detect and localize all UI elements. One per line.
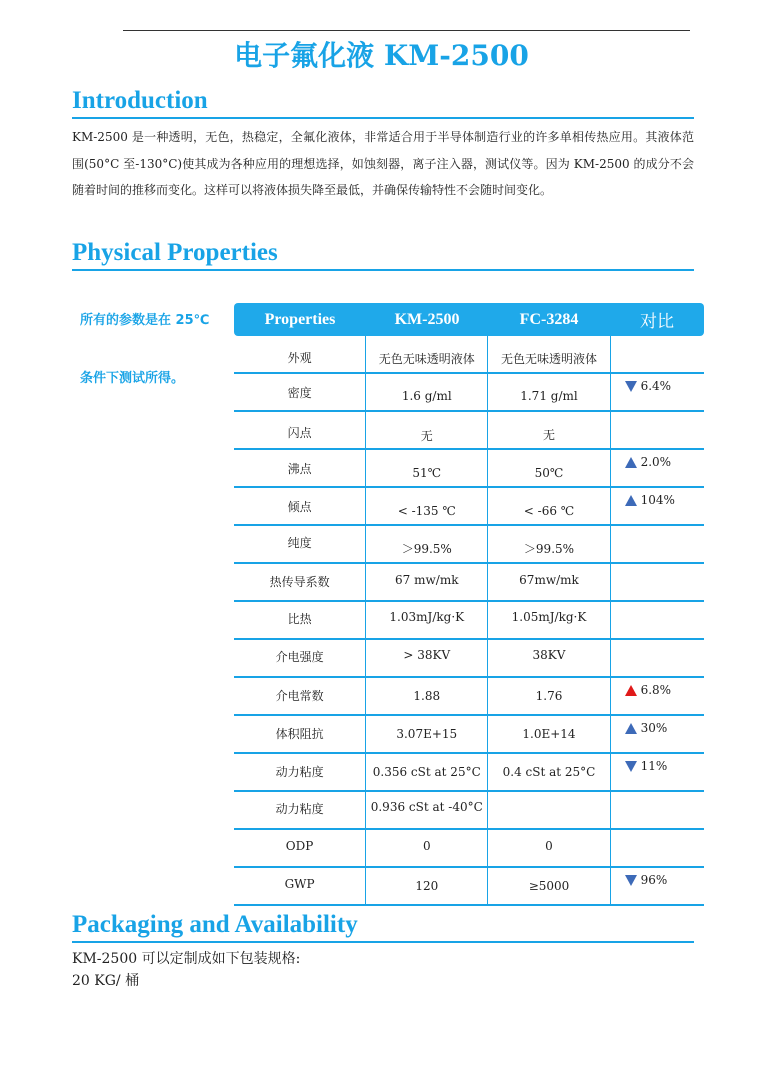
fc3284-value-text: 0.4 cSt at 25°C: [502, 765, 596, 779]
km2500-value-text: < -135 ℃: [397, 504, 456, 518]
comparison-cell: [610, 602, 704, 638]
fc3284-value-text: 50℃: [534, 466, 564, 480]
fc3284-value: [487, 640, 609, 676]
property-cell: [234, 564, 365, 600]
fc3284-value: [487, 450, 609, 486]
header-properties: Properties: [264, 310, 336, 328]
triangle-up-icon: [625, 723, 637, 734]
km2500-value: [365, 564, 487, 600]
property-cell-text: 纯度: [287, 536, 312, 550]
comparison-cell: [610, 678, 704, 714]
fc3284-value: [487, 716, 609, 752]
km2500-value: [365, 488, 487, 524]
table-row: [234, 868, 704, 906]
comparison-value: [625, 873, 668, 887]
km2500-value-text: 0.936 cSt at -40°C: [370, 800, 483, 814]
comparison-percent: 104%: [640, 493, 675, 507]
km2500-value: [365, 792, 487, 828]
fc3284-value: [487, 564, 609, 600]
comparison-cell: [610, 336, 704, 372]
table-row: [234, 754, 704, 792]
triangle-down-icon: [625, 761, 637, 772]
km2500-value: [365, 640, 487, 676]
comparison-cell: [610, 754, 704, 790]
comparison-value: [625, 759, 668, 773]
property-cell-text: 密度: [287, 386, 312, 400]
triangle-up-red-icon: [625, 685, 637, 696]
property-cell-text: 闪点: [287, 426, 312, 440]
km2500-value-text: 51℃: [412, 466, 442, 480]
property-cell-text: 体积阻抗: [275, 727, 324, 741]
km2500-value: [365, 678, 487, 714]
packaging-line2: 20 KG/ 桶: [72, 973, 140, 989]
fc3284-value-text: ≥5000: [528, 879, 570, 893]
property-cell-text: 外观: [287, 351, 312, 365]
property-cell: [234, 526, 365, 562]
comparison-cell: [610, 640, 704, 676]
km2500-value: [365, 374, 487, 410]
fc3284-value: [487, 754, 609, 790]
property-cell-text: 倾点: [287, 500, 312, 514]
physical-properties-heading: Physical Properties: [72, 238, 694, 271]
fc3284-value-text: 1.0E+14: [522, 727, 576, 741]
table-body: [234, 336, 704, 906]
km2500-value-text: 1.88: [413, 689, 441, 703]
header-comparison: 对比: [640, 312, 674, 332]
test-condition-note-line1: 所有的参数是在 25℃: [80, 313, 210, 328]
triangle-up-icon: [625, 457, 637, 468]
km2500-value-text: 0: [422, 839, 431, 853]
km2500-value-text: 3.07E+15: [396, 727, 458, 741]
fc3284-value-text: ＞99.5%: [523, 542, 575, 556]
property-cell: [234, 412, 365, 448]
fc3284-value: [487, 336, 609, 372]
km2500-value: [365, 830, 487, 866]
table-row: [234, 792, 704, 830]
properties-table: [234, 303, 704, 906]
top-rule: [123, 30, 690, 31]
property-cell: [234, 374, 365, 410]
packaging-text: [72, 948, 300, 992]
comparison-value: [625, 721, 668, 735]
fc3284-value-text: 0: [545, 839, 553, 853]
km2500-value: [365, 526, 487, 562]
km2500-value: [365, 868, 487, 904]
fc3284-value: [487, 868, 609, 904]
comparison-percent: 30%: [640, 721, 668, 735]
header-km2500: KM-2500: [394, 310, 460, 328]
property-cell-text: 动力粘度: [275, 802, 324, 816]
property-cell: [234, 868, 365, 904]
km2500-value: [365, 716, 487, 752]
table-row: [234, 336, 704, 374]
property-cell-text: 介电常数: [275, 689, 324, 703]
comparison-cell: [610, 716, 704, 752]
table-row: [234, 526, 704, 564]
property-cell-text: 沸点: [287, 462, 312, 476]
packaging-heading: Packaging and Availability: [72, 910, 694, 943]
property-cell-text: GWP: [284, 877, 315, 891]
fc3284-value-text: 无色无味透明液体: [500, 352, 597, 366]
fc3284-value-text: 67mw/mk: [519, 573, 579, 587]
comparison-value: [625, 455, 672, 469]
km2500-value-text: > 38KV: [403, 648, 451, 662]
km2500-value-text: ＞99.5%: [401, 542, 452, 556]
test-condition-note-line2: 条件下测试所得。: [80, 371, 185, 386]
comparison-cell: [610, 564, 704, 600]
triangle-up-icon: [625, 495, 637, 506]
fc3284-value: [487, 830, 609, 866]
introduction-paragraph: KM-2500 是一种透明，无色，热稳定，全氟化液体，非常适合用于半导体制造行业的许多单相传热应用。其液体范围(50°C 至-130°C)使其成为各种应用的理想选择，如蚀刻器，离子注入器，测试仪等。因为 KM-2500 的成分不会随着时间的推移而变化。这样可以将液体损失降至最低，并确保传输特性不会随时间变化。: [72, 130, 694, 197]
table-row: [234, 374, 704, 412]
fc3284-value: [487, 526, 609, 562]
table-row: [234, 488, 704, 526]
fc3284-value-text: 1.71 g/ml: [520, 389, 578, 403]
table-row: [234, 716, 704, 754]
fc3284-value: [487, 412, 609, 448]
triangle-down-icon: [625, 381, 637, 392]
fc3284-value-text: 无: [542, 428, 555, 442]
km2500-value-text: 120: [415, 879, 439, 893]
km2500-value-text: 无色无味透明液体: [378, 352, 475, 366]
table-header: [234, 303, 704, 336]
comparison-value: [625, 379, 672, 393]
property-cell: [234, 450, 365, 486]
property-cell: [234, 716, 365, 752]
document-title: 电子氟化液 KM-2500: [234, 39, 529, 72]
property-cell: [234, 754, 365, 790]
comparison-cell: [610, 374, 704, 410]
fc3284-value: [487, 602, 609, 638]
property-cell: [234, 602, 365, 638]
comparison-percent: 6.4%: [640, 379, 672, 393]
km2500-value: [365, 336, 487, 372]
table-row: [234, 640, 704, 678]
comparison-cell: [610, 792, 704, 828]
table-row: [234, 450, 704, 488]
comparison-cell: [610, 412, 704, 448]
table-row: [234, 830, 704, 868]
comparison-value: [625, 493, 675, 507]
property-cell-text: ODP: [285, 839, 314, 853]
fc3284-value: [487, 792, 609, 828]
fc3284-value: [487, 374, 609, 410]
property-cell: [234, 488, 365, 524]
property-cell: [234, 678, 365, 714]
property-cell-text: 热传导系数: [269, 575, 330, 589]
comparison-percent: 11%: [640, 759, 668, 773]
comparison-value: [625, 683, 672, 697]
property-cell: [234, 830, 365, 866]
km2500-value: [365, 412, 487, 448]
comparison-percent: 6.8%: [640, 683, 672, 697]
fc3284-value-text: 38KV: [532, 648, 566, 662]
table-row: [234, 602, 704, 640]
km2500-value-text: 1.03mJ/kg·K: [389, 610, 465, 624]
fc3284-value: [487, 678, 609, 714]
fc3284-value-text: 1.05mJ/kg·K: [511, 610, 587, 624]
comparison-cell: [610, 450, 704, 486]
property-cell-text: 动力粘度: [275, 765, 324, 779]
table-row: [234, 412, 704, 450]
comparison-cell: [610, 868, 704, 904]
property-cell: [234, 640, 365, 676]
property-cell: [234, 792, 365, 828]
table-row: [234, 564, 704, 602]
property-cell-text: 介电强度: [275, 650, 324, 664]
km2500-value: [365, 754, 487, 790]
km2500-value: [365, 450, 487, 486]
comparison-cell: [610, 488, 704, 524]
introduction-heading: Introduction: [72, 86, 694, 119]
fc3284-value-text: < -66 ℃: [523, 504, 575, 518]
comparison-percent: 2.0%: [640, 455, 672, 469]
table-row: [234, 678, 704, 716]
property-cell-text: 比热: [287, 612, 312, 626]
header-fc3284: FC-3284: [519, 310, 579, 328]
packaging-line1: KM-2500 可以定制成如下包装规格:: [72, 951, 301, 967]
km2500-value-text: 1.6 g/ml: [401, 389, 452, 403]
comparison-cell: [610, 526, 704, 562]
comparison-percent: 96%: [640, 873, 668, 887]
property-cell: [234, 336, 365, 372]
km2500-value-text: 67 mw/mk: [395, 573, 459, 587]
fc3284-value-text: 1.76: [535, 689, 563, 703]
comparison-cell: [610, 830, 704, 866]
km2500-value: [365, 602, 487, 638]
fc3284-value: [487, 488, 609, 524]
km2500-value-text: 无: [420, 429, 433, 443]
triangle-down-icon: [625, 875, 637, 886]
km2500-value-text: 0.356 cSt at 25°C: [372, 765, 481, 779]
